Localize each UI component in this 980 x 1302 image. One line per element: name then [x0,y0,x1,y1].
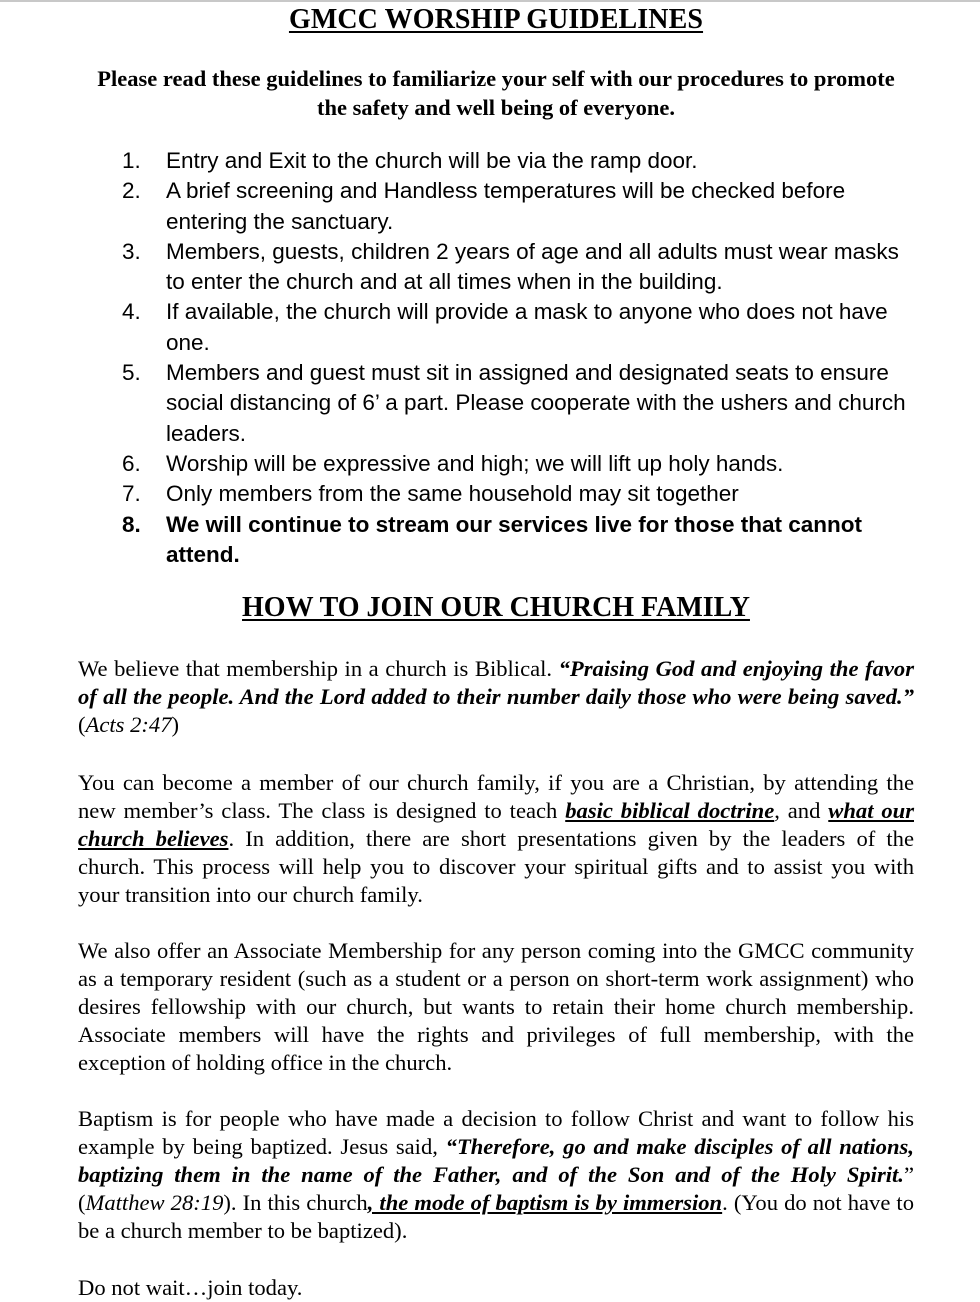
list-item-text: Only members from the same household may sit together [166,481,739,507]
list-item-text: Members, guests, children 2 years of age and all adults must wear masks to enter the church and at all times when in the building. [166,238,899,295]
new-member-paragraph [78,769,914,909]
paragraph-text: ” ( [78,1162,914,1215]
list-item [120,176,920,237]
scripture-reference: Acts 2:47 [85,712,172,737]
list-item [120,146,920,176]
associate-membership-paragraph: We also offer an Associate Membership for any person coming into the GMCC community as a temporary resident (such as a student or a person on short-term work assignment) who desires fellowship with our church, but wants to retain their home church membership. Associate members will have the rights and privileges of full membership, with the exception of holding office in the church. [78,938,914,1075]
list-item [120,479,920,509]
list-item-text: We will continue to stream our services live for those that cannot attend. [166,511,862,567]
guidelines-list [120,146,920,570]
paragraph-text: You can become a member of our church family, if you are a Christian, by attending the new member’s class. The class is designed to teach [78,770,914,823]
paragraph-text: We believe that membership in a church is Biblical. [78,656,559,681]
list-number: 3. [122,238,141,264]
list-number: 4. [122,299,141,325]
list-number: 1. [122,148,141,173]
list-item-text: If available, the church will provide a mask to anyone who does not have one. [166,299,888,355]
scripture-quote: “Therefore, go and make disciples of all nations, baptizing them in the name of the Father, and of the Son and of the Holy Spirit. [78,1134,914,1187]
page-title: GMCC WORSHIP GUIDELINES [288,4,704,35]
scripture-reference: Matthew 28:19 [85,1190,224,1215]
paragraph-text: , and [774,798,829,823]
list-number: 2. [122,178,141,204]
list-item-text: Worship will be expressive and high; we will lift up holy hands. [166,450,784,476]
emphasis-baptism-mode: , the mode of baptism is by immersion [367,1190,723,1215]
list-number: 8. [122,511,141,537]
emphasis-basic-biblical-doctrine: basic biblical doctrine [565,798,775,823]
paragraph-text: . (You do not have to be a church member to be baptized). [78,1190,914,1243]
list-item [120,358,920,449]
list-item-text: A brief screening and Handless temperatures will be checked before entering the sanctuary. [166,178,846,234]
top-border [0,0,980,2]
closing-line: Do not wait…join today. [78,1275,303,1300]
list-item-text: Members and guest must sit in assigned and designated seats to ensure social distancing of 6’ a part. Please cooperate with the ushers and church leaders. [166,360,906,446]
paragraph-text: . In addition, there are short presentations given by the leaders of the church. This process will help you to discover your spiritual gifts and to assist you with your transition into our church family. [78,826,915,907]
emphasis-what-our-church-believes: what our church believes [78,798,914,851]
list-item [120,510,920,571]
scripture-quote: “Praising God and enjoying the favor of all the people. And the Lord added to their number daily those who were being saved.” [78,656,914,709]
list-item-text: Entry and Exit to the church will be via the ramp door. [166,148,698,173]
join-section-title: HOW TO JOIN OUR CHURCH FAMILY [242,592,750,623]
list-number: 7. [122,481,141,507]
list-item [120,237,920,298]
paragraph-text: Baptism is for people who have made a decision to follow Christ and want to follow his example by being baptized. Jesus said, [78,1106,914,1159]
paragraph-text: ). In this church [223,1190,368,1215]
intro-text: Please read these guidelines to familiarize your self with our procedures to promote the safety and well being of everyone. [97,66,895,120]
list-item [120,297,920,358]
membership-paragraph [78,655,914,739]
list-number: 6. [122,450,141,476]
list-item [120,449,920,479]
baptism-paragraph [78,1105,914,1245]
paragraph-text: ( [78,712,86,737]
list-number: 5. [122,360,141,386]
paragraph-text: ) [171,712,180,737]
